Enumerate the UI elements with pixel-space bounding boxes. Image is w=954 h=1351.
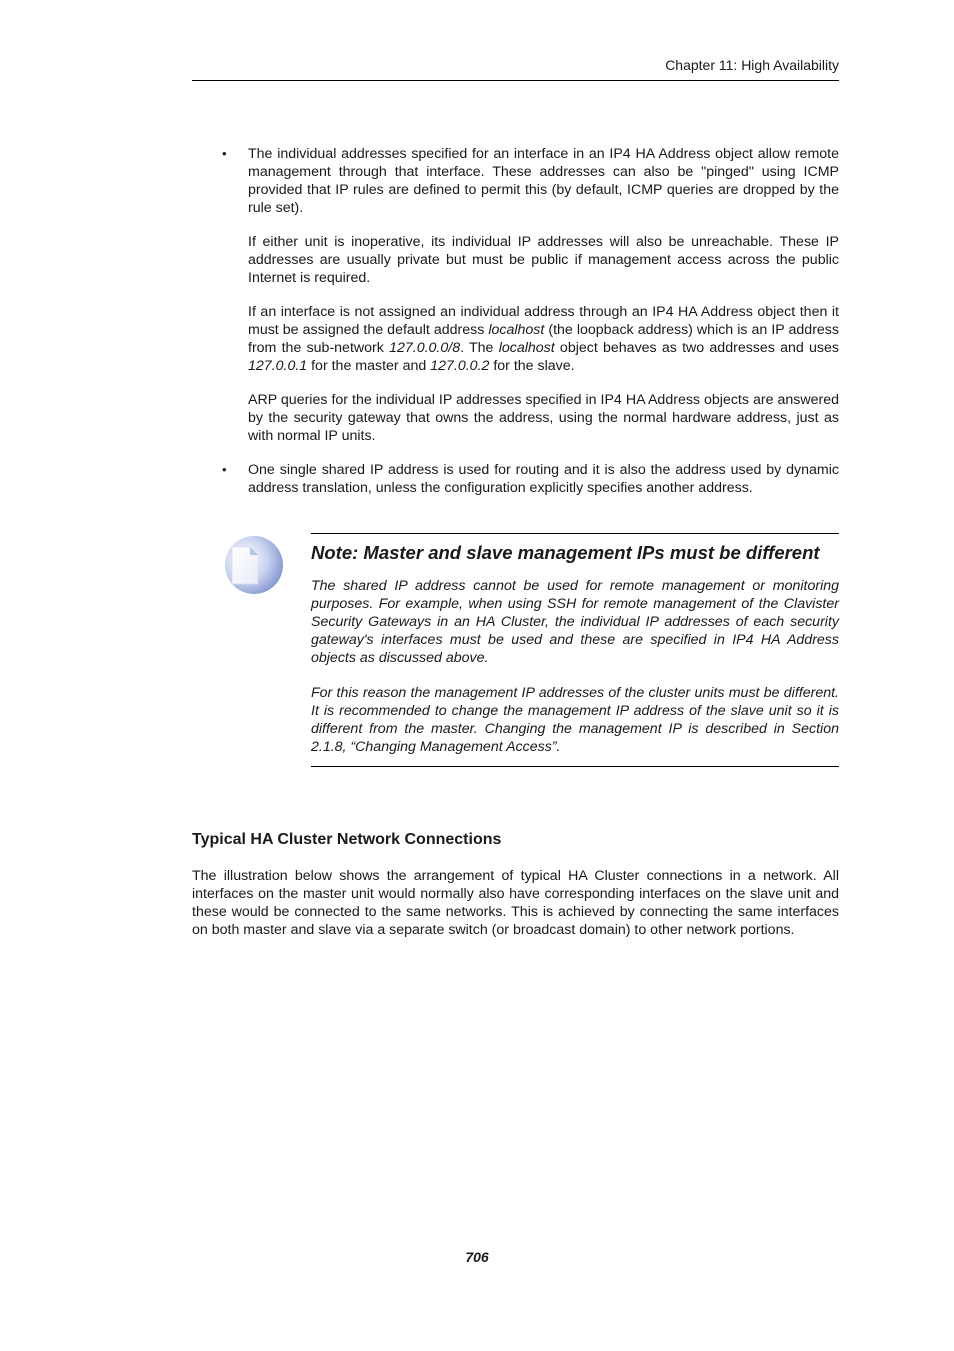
note-icon xyxy=(222,534,284,596)
bullet-paragraph xyxy=(248,233,839,287)
italic-term: 127.0.0.1 xyxy=(248,358,308,374)
text-run: If an interface is not assigned an individual address through an IP4 HA Address object then it must be assigned the default address xyxy=(248,304,839,338)
text-run: The individual addresses specified for an interface in an IP4 HA Address object allow remote management through that interface. These addresses can also be "pinged" using ICMP provided that IP rules are defined to permit this (by default, ICMP queries are dropped by the rule set). xyxy=(248,146,839,216)
section-body xyxy=(192,867,839,955)
note-paragraph-1: The shared IP address cannot be used for remote management or monitoring purposes. For example, when using SSH for remote management of the Clavister Security Gateways in an HA Cluster, the individual IP addresses of each security gateway's interfaces must be used and these are specified in IP4 HA Address objects as discussed above. xyxy=(311,578,839,666)
text-run: One single shared IP address is used for routing and it is also the address used by dynamic address translation, unless the configuration explicitly specifies another address. xyxy=(248,462,839,496)
section-heading: Typical HA Cluster Network Connections xyxy=(192,831,502,848)
bullet-marker: • xyxy=(222,146,227,161)
italic-term: 127.0.0.0/8 xyxy=(389,340,461,356)
bullet-marker: • xyxy=(222,462,227,477)
bullet-paragraph xyxy=(248,461,839,497)
text-run: object behaves as two addresses and uses xyxy=(554,340,839,356)
text-run: for the master and xyxy=(307,358,431,374)
bullet-item xyxy=(222,461,839,497)
page-header xyxy=(192,55,839,81)
note-box xyxy=(311,533,839,767)
bullet-item xyxy=(222,145,839,445)
text-run: . The xyxy=(460,340,499,356)
chapter-title: Chapter 11: High Availability xyxy=(665,57,839,73)
text-run: (the loopback address) which is an IP address from the sub-network xyxy=(248,322,839,356)
bullet-list xyxy=(222,145,839,513)
text-run: If either unit is inoperative, its individual IP addresses will also be unreachable. These IP addresses are usually private but must be public if management access across the public Internet is required. xyxy=(248,234,839,286)
bullet-paragraph xyxy=(248,145,839,217)
italic-term: 127.0.0.2 xyxy=(430,358,490,374)
italic-term: localhost xyxy=(488,322,545,338)
italic-term: localhost xyxy=(498,340,555,356)
note-title: Note: Master and slave management IPs must be different xyxy=(311,542,820,563)
note-paragraph-2: For this reason the management IP addresses of the cluster units must be different. It is recommended to change the management IP address of the slave unit so it is different from the master. Changing the management IP is described in Section 2.1.8, “Changing Management Access”. xyxy=(311,685,839,755)
text-run: for the slave. xyxy=(489,358,575,374)
bullet-paragraph xyxy=(248,391,839,445)
page-number: 706 xyxy=(465,1249,489,1265)
text-run: ARP queries for the individual IP addresses specified in IP4 HA Address objects are answered by the security gateway that owns the address, using the normal hardware address, just as with normal IP units. xyxy=(248,392,839,444)
bullet-paragraph xyxy=(248,303,839,375)
section-paragraph: The illustration below shows the arrangement of typical HA Cluster connections in a network. All interfaces on the master unit would normally also have corresponding interfaces on the slave unit and these would be connected to the same networks. This is achieved by connecting the same interfaces on both master and slave via a separate switch (or broadcast domain) to other network portions. xyxy=(192,868,839,938)
